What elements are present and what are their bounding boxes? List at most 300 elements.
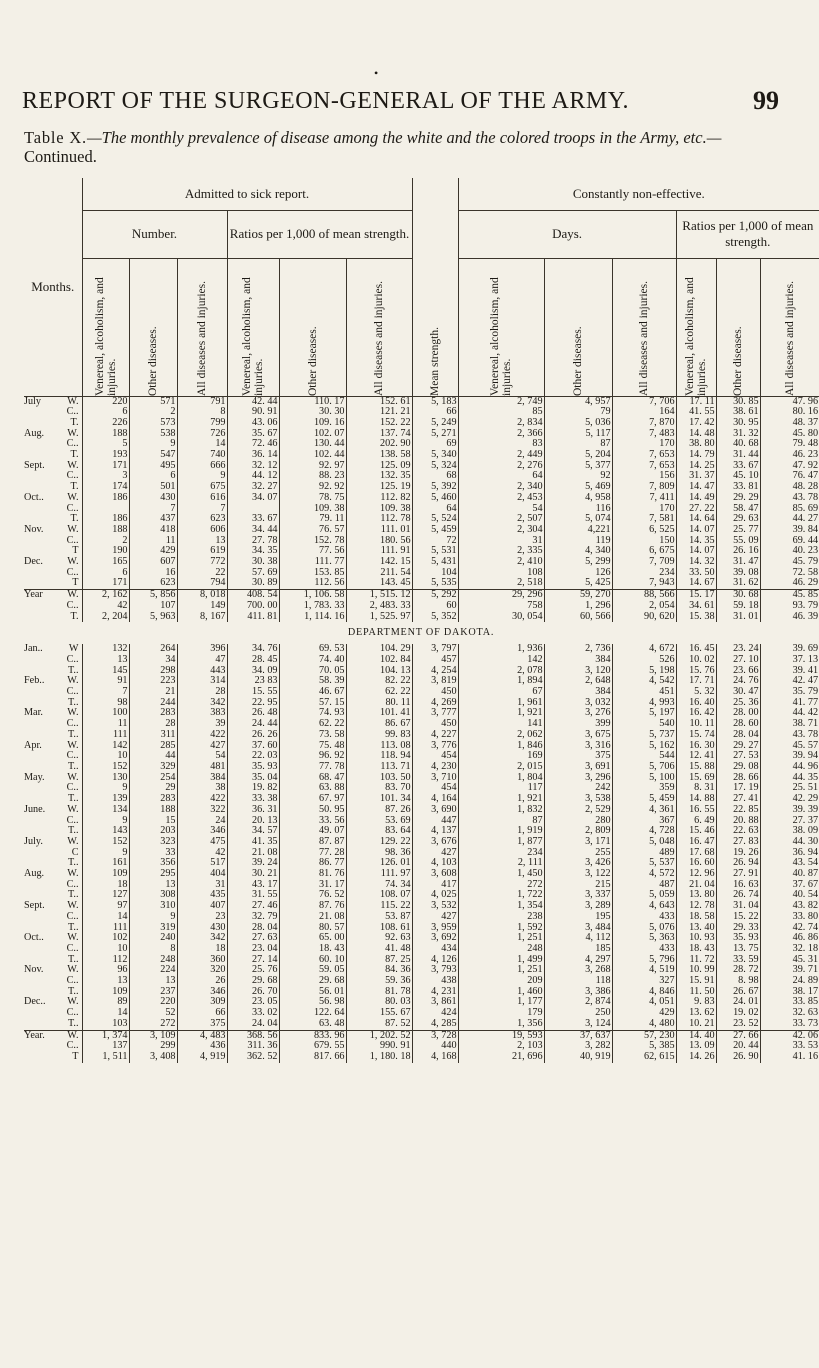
table-cell: 447	[412, 816, 458, 827]
table-cell: 43. 78	[792, 491, 819, 503]
table-cell: 87. 52	[346, 1019, 412, 1030]
table-cell: 833. 96	[279, 1030, 346, 1041]
table-cell: 4, 025	[412, 890, 458, 901]
table-cell: 24. 44	[227, 719, 279, 730]
table-cell: 21. 08	[227, 848, 279, 859]
troop-class: W.	[67, 491, 79, 503]
table-cell: 26. 26	[227, 730, 279, 741]
table-cell: 27. 53	[716, 751, 760, 762]
table-cell: 119	[544, 536, 612, 547]
table-cell: 42. 74	[792, 921, 819, 933]
table-cell: 475	[177, 837, 227, 848]
table-cell: 4, 361	[612, 805, 676, 816]
troop-class: C..	[66, 566, 79, 578]
table-cell: 142	[458, 655, 544, 666]
table-cell: 130. 44	[279, 439, 346, 450]
table-cell: 27. 66	[716, 1030, 760, 1041]
table-cell: 26. 48	[227, 708, 279, 719]
table-cell: 63. 48	[279, 1019, 346, 1030]
table-cell: 234	[458, 848, 544, 859]
table-cell: 31	[458, 536, 544, 547]
table-cell: 75. 48	[279, 741, 346, 752]
table-cell: 22. 03	[227, 751, 279, 762]
table-cell: 4, 480	[612, 1019, 676, 1030]
table-cell: 127	[82, 890, 129, 901]
header-row-columns	[24, 258, 819, 396]
month-name: Year.	[24, 1029, 45, 1041]
table-cell: 38. 17	[792, 985, 819, 997]
table-cell: 375	[177, 1019, 227, 1030]
table-cell: 62, 615	[612, 1052, 676, 1063]
table-cell: 5, 183	[412, 396, 458, 407]
table-cell: 93. 79	[792, 599, 819, 611]
table-cell: 21. 08	[279, 912, 346, 923]
table-cell: 3, 408	[129, 1052, 177, 1063]
table-cell: 153. 85	[279, 568, 346, 579]
table-cell: 367	[612, 816, 676, 827]
table-cell: 407	[177, 901, 227, 912]
table-cell: 43. 78	[792, 728, 819, 740]
table-cell: 368. 56	[227, 1030, 279, 1041]
table-cell: 16	[129, 568, 177, 579]
table-cell: 60, 566	[544, 612, 612, 623]
table-cell: 142	[82, 741, 129, 752]
table-cell: 43. 06	[227, 418, 279, 429]
table-cell: 3, 861	[412, 997, 458, 1008]
table-cell: 254	[129, 773, 177, 784]
table-cell: 29. 33	[716, 923, 760, 934]
table-cell: 3, 608	[412, 869, 458, 880]
table-cell: 104. 29	[346, 644, 412, 655]
troop-class: T..	[67, 857, 79, 869]
table-cell: 429	[612, 1008, 676, 1019]
table-cell: 156	[612, 471, 676, 482]
table-cell: 111. 77	[279, 557, 346, 568]
table-cell: 33	[129, 848, 177, 859]
table-cell: 74. 40	[279, 655, 346, 666]
months-header: Months.	[24, 178, 82, 396]
table-cell: 10. 02	[676, 655, 716, 666]
table-cell: 19, 593	[458, 1030, 544, 1041]
table-cell: 19. 26	[716, 848, 760, 859]
number-header: Number.	[82, 210, 227, 258]
table-cell: 15. 91	[676, 976, 716, 987]
table-cell: 102. 84	[346, 655, 412, 666]
table-cell: 10. 93	[676, 933, 716, 944]
table-cell: 2, 335	[458, 546, 544, 557]
table-cell: 152. 61	[346, 396, 412, 407]
table-cell: 110. 17	[279, 396, 346, 407]
table-cell: 1, 251	[458, 965, 544, 976]
table-cell: 27. 78	[227, 536, 279, 547]
table-cell: 15. 22	[716, 912, 760, 923]
table-cell: 8	[177, 407, 227, 418]
troop-class: W.	[67, 427, 79, 439]
table-cell: 35. 04	[227, 773, 279, 784]
table-cell: 27. 63	[227, 933, 279, 944]
table-cell: 383	[177, 708, 227, 719]
troop-class: C..	[66, 470, 79, 482]
table-cell: 14	[177, 439, 227, 450]
troop-class: C..	[66, 814, 79, 826]
table-cell: 450	[412, 687, 458, 698]
table-cell: 359	[612, 783, 676, 794]
table-cell: 3, 959	[412, 923, 458, 934]
table-cell: 34. 44	[227, 525, 279, 536]
table-cell: 8, 018	[177, 590, 227, 601]
table-cell: 28. 04	[227, 923, 279, 934]
table-title: —The monthly prevalence of disease among the white and the colored troops in the Army, etc.—	[86, 128, 722, 147]
table-cell: 623	[177, 514, 227, 525]
table-cell: 2, 204	[82, 612, 129, 623]
table-cell: 7, 653	[612, 450, 676, 461]
table-cell: 2, 304	[458, 525, 544, 536]
table-cell: 33. 59	[716, 955, 760, 966]
table-cell: 9	[82, 783, 129, 794]
table-cell: 283	[129, 794, 177, 805]
table-cell: 11. 72	[676, 955, 716, 966]
table-cell: 3, 797	[412, 644, 458, 655]
table-cell: 46. 39	[792, 610, 819, 622]
table-cell: 311	[129, 730, 177, 741]
table-cell: 33. 02	[227, 1008, 279, 1019]
table-cell: 248	[458, 944, 544, 955]
table-cell: 327	[612, 976, 676, 987]
column-header-text: Venereal, alcoholism, and injuries.	[489, 276, 514, 396]
month-name: Sept.	[24, 459, 45, 471]
table-cell: 117	[458, 783, 544, 794]
table-cell: 29. 29	[716, 493, 760, 504]
table-cell: 3, 538	[544, 794, 612, 805]
table-cell: 90. 91	[227, 407, 279, 418]
table-cell: 619	[177, 546, 227, 557]
table-cell: 454	[412, 783, 458, 794]
table-cell: 5, 469	[544, 482, 612, 493]
table-cell: 4,221	[544, 525, 612, 536]
table-cell: 73. 58	[279, 730, 346, 741]
table-cell: 26. 74	[716, 890, 760, 901]
dakota-section-row	[24, 622, 819, 644]
table-cell: 3, 276	[544, 708, 612, 719]
table-cell: 47	[177, 655, 227, 666]
troop-class: C..	[66, 438, 79, 450]
table-cell: 202. 90	[346, 439, 412, 450]
table-cell: 89	[82, 997, 129, 1008]
table-cell: 2, 078	[458, 666, 544, 677]
table-cell: 2, 054	[612, 601, 676, 612]
table-cell: 9	[177, 471, 227, 482]
table-cell: 272	[458, 880, 544, 891]
table-cell: 32. 12	[227, 461, 279, 472]
troop-class: T..	[67, 793, 79, 805]
table-cell: 14. 79	[676, 450, 716, 461]
table-cell: 4, 269	[412, 698, 458, 709]
table-cell: 41. 77	[792, 696, 819, 708]
table-cell: 3, 122	[544, 869, 612, 880]
table-cell: 109. 38	[279, 504, 346, 515]
admitted-header: Admitted to sick report.	[82, 178, 412, 210]
table-cell: 22. 85	[716, 805, 760, 816]
table-cell: 30. 21	[227, 869, 279, 880]
table-cell: 2	[82, 536, 129, 547]
table-cell: 108. 07	[346, 890, 412, 901]
table-cell: 2, 276	[458, 461, 544, 472]
table-cell: 11	[82, 719, 129, 730]
table-cell: 169	[458, 751, 544, 762]
table-cell: 5, 385	[612, 1041, 676, 1052]
table-cell: 165	[82, 557, 129, 568]
table-cell: 34. 09	[227, 666, 279, 677]
table-cell: 209	[458, 976, 544, 987]
table-cell: 2, 449	[458, 450, 544, 461]
table-cell: 417	[412, 880, 458, 891]
table-cell: 143	[82, 826, 129, 837]
table-cell: 84. 36	[346, 965, 412, 976]
table-cell: 13	[82, 976, 129, 987]
table-cell: 31. 62	[716, 578, 760, 589]
table-cell: 1, 919	[458, 826, 544, 837]
column-header	[458, 258, 544, 396]
table-cell: 10. 21	[676, 1019, 716, 1030]
table-cell: 30. 95	[716, 418, 760, 429]
table-cell: 30. 38	[227, 557, 279, 568]
table-cell: 2, 015	[458, 762, 544, 773]
table-cell: 45. 85	[760, 590, 819, 601]
table-cell: 33. 81	[716, 482, 760, 493]
table-cell: 34. 07	[227, 493, 279, 504]
table-cell: 76. 57	[279, 525, 346, 536]
table-cell: 21	[129, 687, 177, 698]
table-cell: 4, 231	[412, 987, 458, 998]
table-cell: 65. 00	[279, 933, 346, 944]
table-cell: 34	[129, 655, 177, 666]
column-header	[82, 258, 129, 396]
table-cell: 66	[177, 1008, 227, 1019]
table-cell: 5, 197	[612, 708, 676, 719]
table-cell: 433	[612, 912, 676, 923]
table-cell: 174	[82, 482, 129, 493]
table-cell: 308	[129, 890, 177, 901]
table-cell: 280	[544, 816, 612, 827]
troop-class: T	[72, 577, 79, 589]
table-cell: 37. 67	[792, 878, 819, 890]
table-row	[24, 912, 819, 923]
table-cell: 1, 894	[458, 676, 544, 687]
table-cell: 430	[129, 493, 177, 504]
table-cell: 16. 47	[676, 837, 716, 848]
table-cell: 28. 60	[716, 719, 760, 730]
column-header-text: Venereal, alcoholism, and injuries.	[93, 276, 118, 396]
table-cell: 224	[129, 965, 177, 976]
table-cell: 13	[82, 655, 129, 666]
table-cell: 4, 672	[612, 644, 676, 655]
table-cell: 86. 67	[346, 719, 412, 730]
days-header: Days.	[458, 210, 676, 258]
table-cell: 152	[82, 762, 129, 773]
table-cell: 139	[82, 794, 129, 805]
table-cell: 1, 374	[82, 1030, 129, 1041]
table-cell: 244	[129, 698, 177, 709]
table-cell: 38. 80	[676, 439, 716, 450]
table-cell: 33. 67	[227, 514, 279, 525]
table-cell: 14. 32	[676, 557, 716, 568]
table-cell: 7, 706	[612, 396, 676, 407]
table-cell: 92	[544, 471, 612, 482]
table-cell: 118	[544, 976, 612, 987]
table-cell: 54	[177, 751, 227, 762]
table-cell: 1, 511	[82, 1052, 129, 1063]
table-cell: 2, 062	[458, 730, 544, 741]
table-cell: 14. 40	[676, 1030, 716, 1041]
table-cell: 64	[458, 471, 544, 482]
table-cell: 41. 35	[227, 837, 279, 848]
table-cell: 50. 95	[279, 805, 346, 816]
table-cell: 29	[129, 783, 177, 794]
table-cell: 3, 316	[544, 741, 612, 752]
table-cell: 109. 16	[279, 418, 346, 429]
table-cell: 16. 55	[676, 805, 716, 816]
table-cell: 5, 299	[544, 557, 612, 568]
table-cell: 186	[82, 514, 129, 525]
table-cell: 96. 92	[279, 751, 346, 762]
table-cell: 2, 809	[544, 826, 612, 837]
table-cell: 13. 62	[676, 1008, 716, 1019]
table-cell: 220	[82, 396, 129, 407]
table-cell: 384	[544, 655, 612, 666]
month-name: May.	[24, 771, 45, 783]
column-header-text: Other diseases.	[147, 325, 159, 396]
table-cell: 60. 10	[279, 955, 346, 966]
table-cell: 66	[412, 407, 458, 418]
table-cell: 16. 63	[716, 880, 760, 891]
table-cell: 3, 777	[412, 708, 458, 719]
month-name: Feb..	[24, 675, 45, 687]
month-name: June.	[24, 803, 46, 815]
troop-class: T..	[67, 1017, 79, 1029]
table-cell: 69. 44	[792, 534, 819, 546]
table-cell: 211. 54	[346, 568, 412, 579]
table-cell: 8. 98	[716, 976, 760, 987]
table-cell: 171	[82, 461, 129, 472]
troop-class: C..	[66, 1007, 79, 1019]
troop-class: W.	[67, 459, 79, 471]
table-cell: 399	[544, 719, 612, 730]
table-cell: 62. 22	[279, 719, 346, 730]
troop-class: W.	[67, 739, 79, 751]
table-cell: 5, 117	[544, 429, 612, 440]
table-cell: 408. 54	[227, 590, 279, 601]
table-cell: 2, 103	[458, 1041, 544, 1052]
table-cell: 5, 074	[544, 514, 612, 525]
table-cell: 118. 94	[346, 751, 412, 762]
table-cell: 30. 47	[716, 687, 760, 698]
table-cell: 299	[129, 1041, 177, 1052]
troop-class: W.	[67, 964, 79, 976]
table-cell: 3, 124	[544, 1019, 612, 1030]
table-cell: 16. 60	[676, 858, 716, 869]
troop-class: T.	[70, 481, 79, 493]
table-cell: 28. 45	[227, 655, 279, 666]
table-cell: 27. 37	[792, 814, 819, 826]
table-cell: 8, 167	[177, 612, 227, 623]
column-header-text: Venereal, alcoholism, and injuries.	[241, 276, 265, 396]
table-cell: 434	[412, 944, 458, 955]
table-cell: 1, 961	[458, 698, 544, 709]
table-cell: 438	[412, 976, 458, 987]
table-cell: 356	[129, 858, 177, 869]
table-cell: 42	[82, 601, 129, 612]
table-cell: 5, 340	[412, 450, 458, 461]
table-cell: 79. 11	[279, 514, 346, 525]
table-cell: 88. 23	[279, 471, 346, 482]
table-cell: 25. 77	[716, 525, 760, 536]
month-name: Dec.	[24, 556, 43, 568]
table-cell: 451	[612, 687, 676, 698]
column-header	[676, 258, 716, 396]
troop-class: W.	[67, 707, 79, 719]
troop-class: W	[68, 643, 79, 655]
table-cell: 36. 31	[227, 805, 279, 816]
table-cell: 83. 64	[346, 826, 412, 837]
column-header	[412, 258, 458, 396]
table-cell: 88, 566	[612, 590, 676, 601]
table-cell: 5, 100	[612, 773, 676, 784]
table-cell: 16. 42	[676, 708, 716, 719]
troop-class: C..	[66, 750, 79, 762]
table-cell: 616	[177, 493, 227, 504]
table-cell: 26. 94	[716, 858, 760, 869]
table-cell: 68. 47	[279, 773, 346, 784]
table-cell: 35. 93	[716, 933, 760, 944]
table-cell: 501	[129, 482, 177, 493]
table-cell: 116	[544, 504, 612, 515]
table-cell: 72	[412, 536, 458, 547]
troop-class: W.	[67, 395, 79, 407]
table-cell: 5, 460	[412, 493, 458, 504]
table-cell: 13. 75	[716, 944, 760, 955]
table-cell: 80. 16	[792, 406, 819, 418]
table-cell: 5, 249	[412, 418, 458, 429]
troop-class: W.	[67, 803, 79, 815]
table-cell: 18	[177, 944, 227, 955]
table-cell: 427	[412, 848, 458, 859]
table-cell: 272	[129, 1019, 177, 1030]
table-cell: 33. 56	[279, 816, 346, 827]
table-cell: 91	[82, 676, 129, 687]
ratios-header: Ratios per 1,000 of mean strength.	[227, 210, 412, 258]
table-cell: 2, 736	[544, 644, 612, 655]
month-name: July	[24, 395, 41, 407]
table-cell: 28	[177, 687, 227, 698]
table-cell: 24. 04	[227, 1019, 279, 1030]
table-cell: 14. 07	[676, 546, 716, 557]
table-cell: 1, 515. 12	[346, 590, 412, 601]
table-cell: 42. 44	[227, 396, 279, 407]
table-cell: 72. 46	[227, 439, 279, 450]
table-cell: 5, 796	[612, 955, 676, 966]
table-cell: 23 83	[227, 676, 279, 687]
row-label	[24, 578, 82, 589]
table-cell: 14. 26	[676, 1052, 716, 1063]
troop-class: C..	[66, 686, 79, 698]
column-header-text: All diseases and injuries.	[783, 280, 796, 396]
table-cell: 44. 42	[792, 707, 819, 719]
table-cell: 142. 15	[346, 557, 412, 568]
table-cell: 2, 410	[458, 557, 544, 568]
table-cell: 8. 31	[676, 783, 716, 794]
table-cell: 59, 270	[544, 590, 612, 601]
table-cell: 44. 12	[227, 471, 279, 482]
